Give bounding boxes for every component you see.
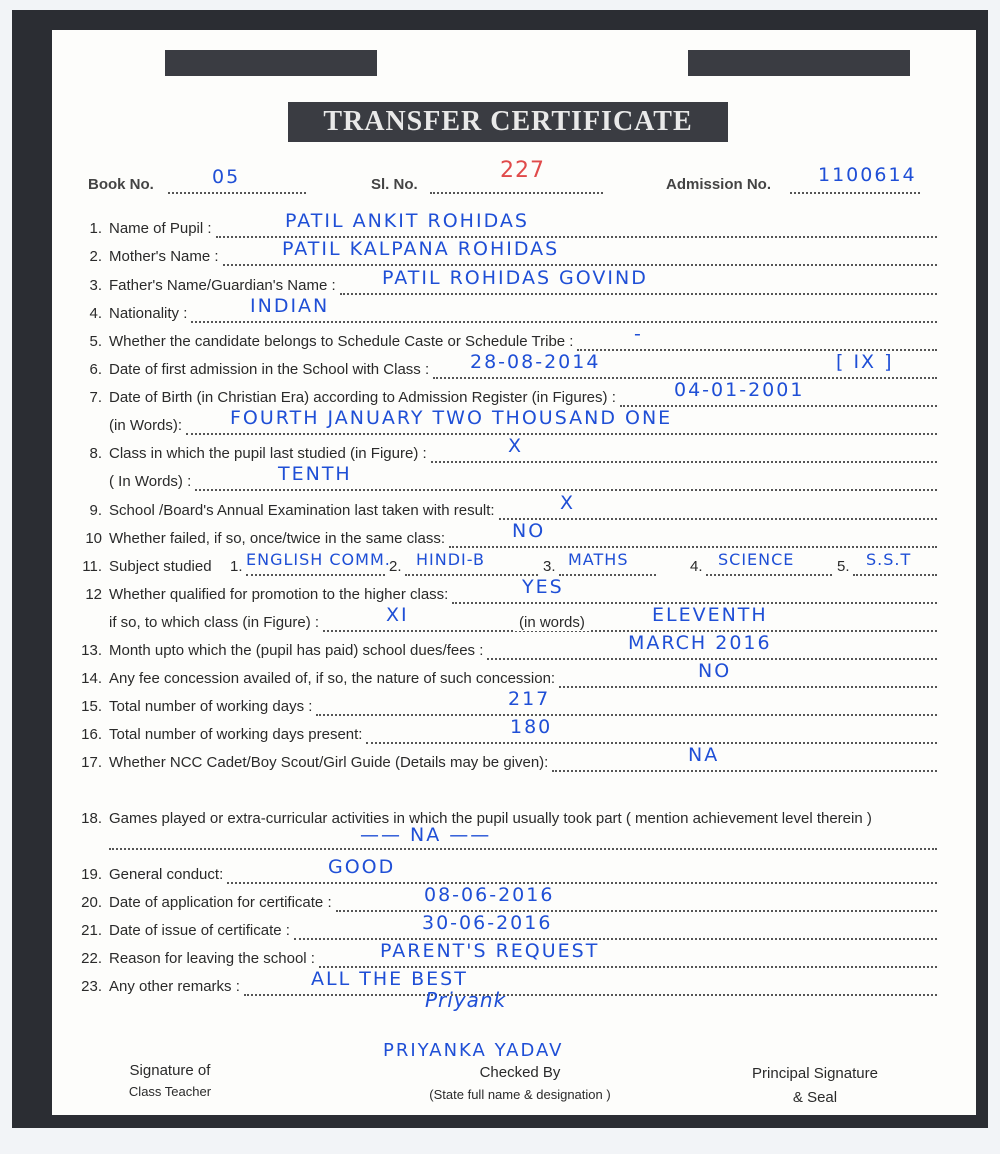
field-number: 1. xyxy=(89,220,102,237)
field-value: 28-08-2014 xyxy=(470,351,601,373)
admission-no-value: 1100614 xyxy=(818,164,917,186)
admission-no-label: Admission No. xyxy=(666,176,772,193)
field-value: TENTH xyxy=(278,463,352,485)
field-label: Father's Name/Guardian's Name : xyxy=(109,277,336,294)
field-label: Date of application for certificate : xyxy=(109,894,332,911)
field-number: 15. xyxy=(81,698,102,715)
field-value: PATIL KALPANA ROHIDAS xyxy=(282,238,560,260)
field-number: 3. xyxy=(89,277,102,294)
field-label: Any fee concession availed of, if so, the nature of such concession: xyxy=(109,670,556,687)
field-number: 14. xyxy=(81,670,102,687)
field-value: PATIL ANKIT ROHIDAS xyxy=(285,210,529,232)
subject-value: HINDI-B xyxy=(416,550,485,569)
field-label: Nationality : xyxy=(109,305,188,322)
field-value: XI xyxy=(386,604,409,626)
field-label: Total number of working days present: xyxy=(109,726,363,743)
field-number: 13. xyxy=(81,642,102,659)
sl-no-value: 227 xyxy=(500,158,545,183)
field-label: ( In Words) : xyxy=(109,473,192,490)
subject-number: 2. xyxy=(389,558,402,575)
field-value: —— NA —— xyxy=(360,824,492,846)
field-label: Date of issue of certificate : xyxy=(109,922,290,939)
subject-line xyxy=(559,574,656,576)
subject-line xyxy=(853,574,937,576)
checked-by-label: Checked By xyxy=(479,1064,561,1081)
field-label: Mother's Name : xyxy=(109,248,219,265)
field-line xyxy=(366,742,937,744)
field-number: 5. xyxy=(89,333,102,350)
subject-number: 3. xyxy=(543,558,556,575)
field-value: 30-06-2016 xyxy=(422,912,553,934)
field-number: 12 xyxy=(85,586,102,603)
field-value: 217 xyxy=(508,688,551,710)
field-label: if so, to which class (in Figure) : xyxy=(109,614,320,631)
field-line xyxy=(195,489,937,491)
checked-by-note: (State full name & designation ) xyxy=(429,1087,611,1102)
field-number: 7. xyxy=(89,389,102,406)
field-value: 180 xyxy=(510,716,553,738)
admission-class-value: [ IX ] xyxy=(836,351,894,373)
field-value: MARCH 2016 xyxy=(628,632,772,654)
class-teacher-label: Class Teacher xyxy=(128,1084,212,1099)
sl-no-label: Sl. No. xyxy=(371,176,418,193)
field-label: Class in which the pupil last studied (in Figure) : xyxy=(109,445,427,462)
field-line xyxy=(559,686,937,688)
field-label: Date of first admission in the School with Class : xyxy=(109,361,430,378)
certificate-title: TRANSFER CERTIFICATE xyxy=(288,102,728,142)
field-value: 04-01-2001 xyxy=(674,379,805,401)
field-line xyxy=(191,321,937,323)
field-label: Whether failed, if so, once/twice in the same class: xyxy=(109,530,445,547)
redacted-school-code-bar xyxy=(688,50,910,76)
admission-no-line xyxy=(790,192,920,194)
redacted-affiliation-bar xyxy=(165,50,377,76)
field-value: ALL THE BEST xyxy=(311,968,468,990)
field-line xyxy=(449,546,937,548)
field-label: Any other remarks : xyxy=(109,978,240,995)
sl-no-line xyxy=(430,192,603,194)
subject-value: ENGLISH COMM. xyxy=(246,550,391,569)
field-value: NA xyxy=(688,744,720,766)
field-line xyxy=(552,770,937,772)
field-number: 16. xyxy=(81,726,102,743)
book-no-label: Book No. xyxy=(88,176,154,193)
field-line xyxy=(431,461,937,463)
field-number: 17. xyxy=(81,754,102,771)
field-line xyxy=(244,994,937,996)
field-number: 20. xyxy=(81,894,102,911)
field-number: 19. xyxy=(81,866,102,883)
field-value: 08-06-2016 xyxy=(424,884,555,906)
principal-signature-label: Principal Signature xyxy=(752,1065,878,1082)
subject-number: 5. xyxy=(837,558,850,575)
field-value: - xyxy=(634,323,643,345)
checker-signature: Priyank xyxy=(425,988,507,1012)
field-value: INDIAN xyxy=(250,295,330,317)
field-number: 23. xyxy=(81,978,102,995)
subject-value: S.S.T xyxy=(866,550,912,569)
field-number: 21. xyxy=(81,922,102,939)
field-label: Reason for leaving the school : xyxy=(109,950,315,967)
subject-value: SCIENCE xyxy=(718,550,795,569)
field-row xyxy=(0,804,1000,830)
field-label: Games played or extra-curricular activities in which the pupil usually took part ( mention achievement level therein ) xyxy=(109,810,872,827)
field-number: 9. xyxy=(89,502,102,519)
field-label: Date of Birth (in Christian Era) according to Admission Register (in Figures) : xyxy=(109,389,616,406)
field-line xyxy=(340,293,937,295)
field-label: Whether qualified for promotion to the higher class: xyxy=(109,586,449,603)
promotion-class-words-value: ELEVENTH xyxy=(652,604,768,626)
field-label: School /Board's Annual Examination last taken with result: xyxy=(109,502,495,519)
field-value: FOURTH JANUARY TWO THOUSAND ONE xyxy=(230,407,673,429)
field-label: General conduct: xyxy=(109,866,224,883)
field-value: PARENT'S REQUEST xyxy=(380,940,600,962)
field-number: 2. xyxy=(89,248,102,265)
field-label: Month upto which the (pupil has paid) school dues/fees : xyxy=(109,642,484,659)
field-value: X xyxy=(560,492,576,514)
field-label: (in Words): xyxy=(109,417,183,434)
field-line xyxy=(499,518,937,520)
field-line xyxy=(227,882,937,884)
field-label: Whether the candidate belongs to Schedule Caste or Schedule Tribe : xyxy=(109,333,574,350)
field-number: 11. xyxy=(82,558,102,575)
field-number: 18. xyxy=(81,810,102,827)
field-number: 6. xyxy=(89,361,102,378)
checker-name: PRIYANKA YADAV xyxy=(383,1040,564,1061)
field-number: 22. xyxy=(81,950,102,967)
principal-seal-label: & Seal xyxy=(792,1089,838,1106)
book-no-value: 05 xyxy=(212,166,241,188)
field-value: YES xyxy=(522,576,564,598)
field-line xyxy=(316,714,937,716)
book-no-line xyxy=(168,192,306,194)
field-label: Name of Pupil : xyxy=(109,220,212,237)
field-label: Subject studied xyxy=(109,558,212,575)
field-line xyxy=(109,848,937,850)
field-value: PATIL ROHIDAS GOVIND xyxy=(382,267,648,289)
field-number: 4. xyxy=(89,305,102,322)
subject-line xyxy=(706,574,832,576)
subject-number: 4. xyxy=(690,558,703,575)
field-value: X xyxy=(508,435,524,457)
in-words-label: (in words) xyxy=(515,614,589,631)
subject-line xyxy=(405,574,538,576)
field-value: NO xyxy=(698,660,732,682)
field-label: Whether NCC Cadet/Boy Scout/Girl Guide (Details may be given): xyxy=(109,754,549,771)
field-number: 10 xyxy=(85,530,102,547)
field-label: Total number of working days : xyxy=(109,698,313,715)
field-number: 8. xyxy=(89,445,102,462)
field-line xyxy=(186,433,937,435)
subject-line xyxy=(246,574,385,576)
field-value: NO xyxy=(512,520,546,542)
class-teacher-signature-label: Signature of xyxy=(129,1062,211,1079)
subject-value: MATHS xyxy=(568,550,629,569)
subject-number: 1. xyxy=(230,558,243,575)
field-line xyxy=(223,264,937,266)
field-value: GOOD xyxy=(328,856,396,878)
